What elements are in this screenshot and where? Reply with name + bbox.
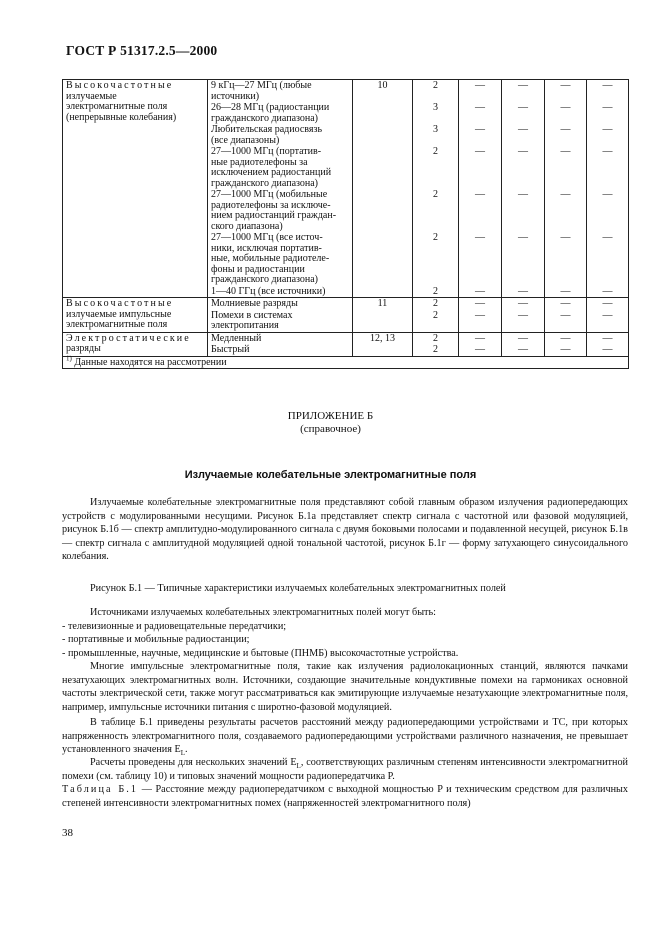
dash-cell: — [459,298,502,310]
source-line: нием радиостанций граждан- [211,210,337,221]
dash-cell: — [587,232,629,286]
source-cell [208,189,353,232]
calc-text-b: , соответствующих различным степеням интенсивности электромагнитной помехи (см. таблицу 10) и типовых значений мощности радиопередатчика P. [62,757,629,782]
source-line: гражданского диапазона) [211,112,319,124]
source-cell [208,232,353,286]
dash-cell: — [545,189,587,232]
source-line: исключением радиостанций [211,167,332,178]
phenomenon-line: Электростатические [66,332,191,344]
dash-cell: — [459,189,502,232]
distance-text: В таблице Б.1 приведены результаты расчетов расстояний между радиопередающими устройствами и ТС, при которых напряженность электромагнитного поля, создаваемого радиопередающими устройствами различного назначения, не превышает установленного значения E [62,717,628,755]
source-line: ники, исключая портатив- [211,242,322,254]
source-line: Медленный [211,332,262,344]
dash-cell: — [459,146,502,189]
distance-paragraph [62,716,628,757]
distance-end: . [184,744,188,755]
source-cell [208,344,353,356]
source-cell [208,124,353,146]
source-cell [208,310,353,333]
disturbance-table [62,79,629,369]
source-line: 26—28 МГц (радиостанции [211,102,330,113]
level-cell: 3 [413,102,459,124]
dash-cell: — [502,80,545,103]
level-cell: 2 [413,310,459,333]
dash-cell: — [459,332,502,344]
dash-cell: — [459,310,502,333]
dash-cell: — [502,102,545,124]
source-line: 9 кГц—27 МГц (любые [211,80,312,91]
source-line: гражданского диапазона) [211,177,319,189]
dash-cell: — [502,189,545,232]
calc-text-a: Расчеты проведены для нескольких значений E [90,757,297,768]
footnote-mark: 1) [66,354,72,363]
level-cell: 2 [413,298,459,310]
dash-cell: — [545,102,587,124]
level-cell: 3 [413,124,459,146]
sources-list [62,606,628,660]
level-cell: 2 [413,80,459,103]
source-line: Помехи в системах [211,309,293,321]
source-line: 27—1000 МГц (портатив- [211,146,322,157]
dash-cell: — [459,344,502,356]
table-b1-title: — Расстояние между радиопередатчиком с выходной мощностью P и техническим средством для различных степеней интенсивности электромагнитных помех (напряженностей электромагнитного поля) [62,784,628,809]
footnote-text: Данные находятся на рассмотрении [74,356,227,368]
dash-cell: — [545,232,587,286]
page-number: 38 [62,827,73,839]
phenomenon-line: (непрерывные колебания) [66,111,177,123]
dash-cell: — [502,344,545,356]
dash-cell: — [545,124,587,146]
source-item: - телевизионные и радиовещательные передатчики; [62,620,287,632]
reference-cell: 12, 13 [353,332,413,356]
dash-cell: — [545,80,587,103]
pulse-paragraph: Многие импульсные электромагнитные поля, такие как излучения радиолокационных станций, являются пачками незатухающих электромагнитных волн. Источники, создающие значительные кондуктивные помехи на гармониках основной частоты электрической сети, также могут рассматриваться как эмитирующие излучаемые незатухающие электромагнитные поля, например, импульсные источники питания с широтно-фазовой модуляцией. [62,661,628,713]
phenomenon-cell [63,298,208,333]
phenomenon-line: электромагнитные поля [66,101,168,112]
dash-cell: — [545,286,587,298]
dash-cell: — [459,286,502,298]
level-cell: 2 [413,286,459,298]
dash-cell: — [459,102,502,124]
dash-cell: — [587,344,629,356]
source-line: Быстрый [211,344,250,355]
dash-cell: — [502,232,545,286]
source-cell [208,102,353,124]
dash-cell: — [587,286,629,298]
reference-cell: 11 [353,298,413,333]
phenomenon-line: Высокочастотные [66,80,174,91]
dash-cell: — [545,298,587,310]
phenomenon-line: электромагнитные поля [66,319,168,330]
footnote-cell [63,356,629,369]
phenomenon-line: Высокочастотные [66,298,174,309]
phenomenon-line: излучаемые [66,90,117,102]
dash-cell: — [502,310,545,333]
intro-paragraph: Излучаемые колебательные электромагнитные поля представляют собой главным образом излучения радиопередающих устройств с модулированными несущими. Рисунок Б.1а представляет спектр сигнала с частотной или фазовой модуляцией, рисунок Б.1б — спектр амплитудно-модулированного сигнала с двумя боковыми полосами и подавленной несущей, рисунок Б.1в — спектр сигнала с амплитудной модуляцией одной тональной частотой, рисунок Б.1г — форму затухающего синусоидального колебания. [62,497,628,562]
appendix-label: ПРИЛОЖЕНИЕ Б [287,410,374,422]
source-line: ского диапазона) [211,220,283,232]
table-b1-label: Таблица Б.1 [62,784,139,795]
source-line: 1—40 ГГц (все источники) [211,285,326,297]
source-cell [208,80,353,103]
footnote-row [63,356,629,369]
sources-intro: Источниками излучаемых колебательных электромагнитных полей могут быть: [90,607,436,618]
source-line: источники) [211,90,260,102]
source-item: - промышленные, научные, медицинские и бытовые (ПНМБ) высокочастотные устройства. [62,647,459,659]
level-cell: 2 [413,332,459,344]
appendix-note: (справочное) [300,423,361,435]
dash-cell: — [587,124,629,146]
dash-cell: — [545,332,587,344]
dash-cell: — [587,298,629,310]
source-cell [208,298,353,310]
calc-subscript: L [296,762,301,771]
source-cell [208,332,353,344]
dash-cell: — [459,80,502,103]
source-line: Любительская радиосвязь [211,124,323,135]
source-line: электропитания [211,320,279,331]
source-line: (все диапазоны) [211,134,280,146]
source-line: 27—1000 МГц (мобильные [211,189,328,200]
dash-cell: — [502,286,545,298]
source-line: гражданского диапазона) [211,274,319,285]
level-cell: 2 [413,232,459,286]
level-cell: 2 [413,344,459,356]
dash-cell: — [502,332,545,344]
level-cell: 2 [413,146,459,189]
dash-cell: — [502,298,545,310]
dash-cell: — [502,124,545,146]
dash-cell: — [545,310,587,333]
dash-cell: — [459,232,502,286]
phenomenon-line: излучаемые импульсные [66,308,172,320]
dash-cell: — [587,80,629,103]
dash-cell: — [587,102,629,124]
source-line: ные радиотелефоны за [211,156,308,168]
phenomenon-cell [63,80,208,298]
dash-cell: — [459,124,502,146]
dash-cell: — [587,146,629,189]
section-title: Излучаемые колебательные электромагнитные поля [184,469,477,481]
source-cell [208,286,353,298]
table-row [63,298,629,310]
level-cell: 2 [413,189,459,232]
dash-cell: — [545,344,587,356]
figure-caption: Рисунок Б.1 — Типичные характеристики излучаемых колебательных электромагнитных полей [90,583,506,594]
source-item: - портативные и мобильные радиостанции; [62,634,250,645]
distance-subscript: L [180,749,185,758]
table-row [63,80,629,103]
source-line: Молниевые разряды [211,298,298,309]
source-line: 27—1000 МГц (все источ- [211,232,323,243]
page-header-title: ГОСТ Р 51317.2.5—2000 [66,43,218,58]
dash-cell: — [587,310,629,333]
source-line: радиотелефоны за исключе- [211,199,331,211]
dash-cell: — [587,189,629,232]
reference-cell: 10 [353,80,413,298]
table-row [63,332,629,344]
source-cell [208,146,353,189]
phenomenon-line: разряды [66,343,101,354]
dash-cell: — [587,332,629,344]
phenomenon-cell [63,332,208,356]
source-line: фоны и радиостанции [211,263,305,275]
dash-cell: — [545,146,587,189]
calc-paragraph [62,756,628,783]
dash-cell: — [502,146,545,189]
source-line: ные, мобильные радиотеле- [211,253,330,264]
table-b1-caption [62,783,628,810]
